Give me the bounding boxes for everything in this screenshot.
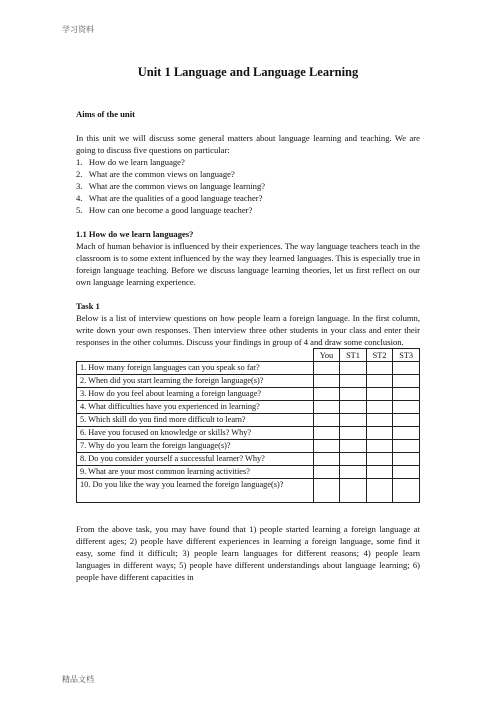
table-row xyxy=(77,414,420,427)
answer-cell[interactable] xyxy=(393,479,420,503)
question-cell: 1. How many foreign languages can you speak so far? xyxy=(77,362,314,375)
answer-cell[interactable] xyxy=(340,427,367,440)
section-paragraph: Mach of human behavior is influenced by their experiences. The way language teachers teach in the classroom is to some extent influenced by the way they learned languages. This is especially true in foreign language teaching. Before we discuss language learning theories, let us first reflect on our own language learning experience. xyxy=(76,241,420,287)
answer-cell[interactable] xyxy=(340,401,367,414)
aims-list xyxy=(76,156,420,216)
answer-cell[interactable] xyxy=(340,388,367,401)
answer-cell[interactable] xyxy=(393,427,420,440)
question-cell: 7. Why do you learn the foreign language(s)? xyxy=(77,440,314,453)
answer-cell[interactable] xyxy=(340,375,367,388)
column-header-st2: ST2 xyxy=(366,349,393,362)
task-heading: Task 1 xyxy=(76,301,100,311)
answer-cell[interactable] xyxy=(340,362,367,375)
question-cell: 3. How do you feel about learning a foreign language? xyxy=(77,388,314,401)
answer-cell[interactable] xyxy=(313,362,340,375)
question-cell: 6. Have you focused on knowledge or skills? Why? xyxy=(77,427,314,440)
answer-cell[interactable] xyxy=(313,401,340,414)
task-paragraph: Below is a list of interview questions on how people learn a foreign language. In the first column, write down your own responses. Then interview three other students in your class and enter their responses in the other columns. Discuss your findings in group of 4 and draw some conclusion. xyxy=(76,313,420,347)
aims-item: 4. What are the qualities of a good language teacher? xyxy=(76,193,263,203)
answer-cell[interactable] xyxy=(340,440,367,453)
answer-cell[interactable] xyxy=(366,427,393,440)
table-row xyxy=(77,453,420,466)
answer-cell[interactable] xyxy=(366,362,393,375)
table-row xyxy=(77,401,420,414)
closing-paragraph: From the above task, you may have found that 1) people started learning a foreign language at different ages; 2) people have different experiences in learning a foreign language, some find it easy, some find it difficult; 3) people learn languages for different reasons; 4) people learn languages in different ways; 5) people have different understandings about language learning; 6) people have different capacities in xyxy=(76,524,420,582)
aims-item: 2. What are the common views on language? xyxy=(76,169,235,179)
answer-cell[interactable] xyxy=(366,414,393,427)
page-header: 学习资料 xyxy=(62,25,94,34)
answer-cell[interactable] xyxy=(340,466,367,479)
table-row xyxy=(77,388,420,401)
answer-cell[interactable] xyxy=(340,479,367,503)
unit-title: Unit 1 Language and Language Learning xyxy=(137,65,359,79)
answer-cell[interactable] xyxy=(393,440,420,453)
table-row xyxy=(77,375,420,388)
answer-cell[interactable] xyxy=(393,362,420,375)
table-row xyxy=(77,466,420,479)
question-cell: 2. When did you start learning the foreign language(s)? xyxy=(77,375,314,388)
interview-table xyxy=(76,348,420,503)
answer-cell[interactable] xyxy=(393,375,420,388)
table-row xyxy=(77,479,420,503)
answer-cell[interactable] xyxy=(366,375,393,388)
answer-cell[interactable] xyxy=(366,479,393,503)
column-header-st1: ST1 xyxy=(340,349,367,362)
aims-heading: Aims of the unit xyxy=(76,109,135,119)
answer-cell[interactable] xyxy=(366,453,393,466)
aims-item: 5. How can one become a good language teacher? xyxy=(76,205,253,215)
answer-cell[interactable] xyxy=(340,414,367,427)
table-header-row xyxy=(77,349,420,362)
question-cell: 10. Do you like the way you learned the foreign language(s)? xyxy=(77,479,314,503)
table-row xyxy=(77,362,420,375)
table-row xyxy=(77,427,420,440)
answer-cell[interactable] xyxy=(393,401,420,414)
page-footer: 精品文档 xyxy=(62,675,94,684)
answer-cell[interactable] xyxy=(313,414,340,427)
answer-cell[interactable] xyxy=(313,479,340,503)
document-body xyxy=(76,66,420,583)
answer-cell[interactable] xyxy=(393,388,420,401)
column-header-you: You xyxy=(313,349,340,362)
aims-intro: In this unit we will discuss some general matters about language learning and teaching. We are going to discuss five questions on particular: xyxy=(76,133,420,155)
question-cell: 5. Which skill do you find more difficult to learn? xyxy=(77,414,314,427)
answer-cell[interactable] xyxy=(393,414,420,427)
answer-cell[interactable] xyxy=(313,427,340,440)
answer-cell[interactable] xyxy=(393,466,420,479)
answer-cell[interactable] xyxy=(313,466,340,479)
answer-cell[interactable] xyxy=(393,453,420,466)
answer-cell[interactable] xyxy=(313,453,340,466)
column-header-st3: ST3 xyxy=(393,349,420,362)
answer-cell[interactable] xyxy=(366,401,393,414)
question-cell: 9. What are your most common learning activities? xyxy=(77,466,314,479)
answer-cell[interactable] xyxy=(313,375,340,388)
question-cell: 8. Do you consider yourself a successful learner? Why? xyxy=(77,453,314,466)
table-row xyxy=(77,440,420,453)
question-cell: 4. What difficulties have you experienced in learning? xyxy=(77,401,314,414)
answer-cell[interactable] xyxy=(313,440,340,453)
answer-cell[interactable] xyxy=(340,453,367,466)
answer-cell[interactable] xyxy=(366,466,393,479)
aims-item: 3. What are the common views on language learning? xyxy=(76,181,266,191)
section-heading: 1.1 How do we learn languages? xyxy=(76,229,194,239)
answer-cell[interactable] xyxy=(313,388,340,401)
aims-item: 1. How do we learn language? xyxy=(76,157,185,167)
answer-cell[interactable] xyxy=(366,388,393,401)
answer-cell[interactable] xyxy=(366,440,393,453)
